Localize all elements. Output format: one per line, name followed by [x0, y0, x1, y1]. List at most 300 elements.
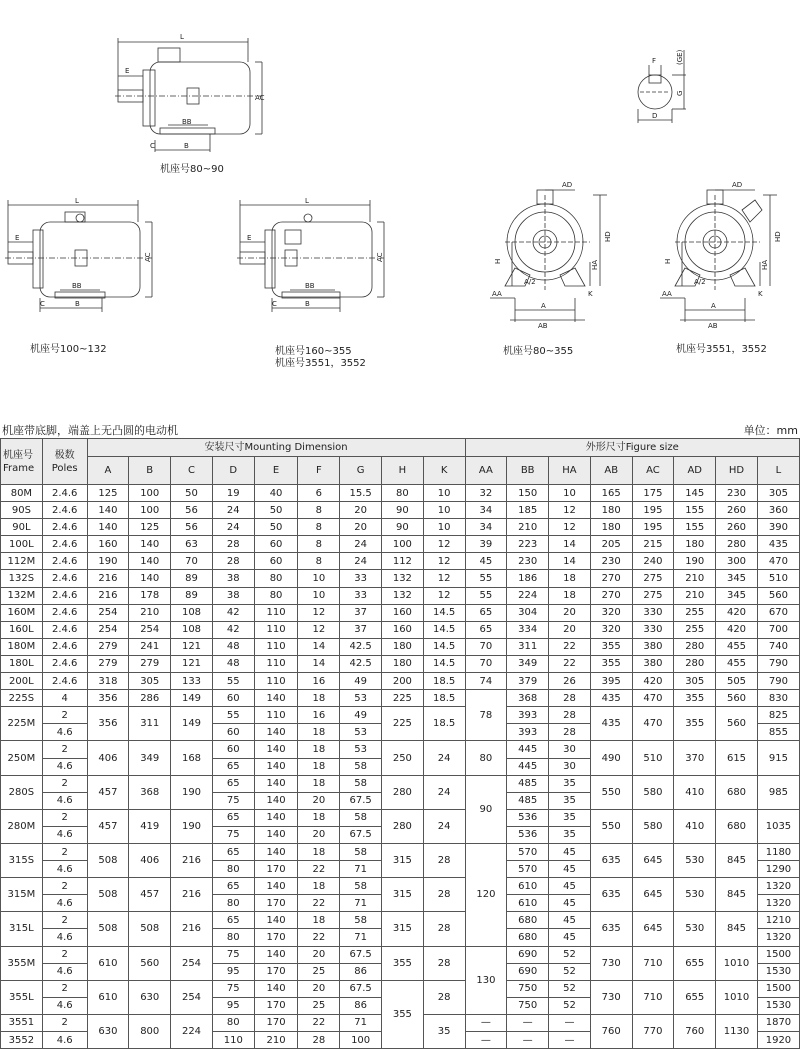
table-cell: 90	[382, 502, 424, 519]
table-cell: 132M	[1, 587, 43, 604]
table-cell: 2	[42, 707, 87, 724]
table-cell: 80	[465, 741, 507, 775]
table-cell: 915	[757, 741, 799, 775]
table-cell: 75	[212, 792, 254, 809]
table-cell: 280	[382, 775, 424, 809]
table-cell: 455	[716, 655, 758, 672]
table-cell: 18	[298, 775, 340, 792]
table-cell: 30	[549, 758, 591, 775]
table-cell: 260	[716, 519, 758, 536]
table-cell: 22	[549, 655, 591, 672]
table-cell: 750	[507, 997, 549, 1014]
table-cell: 140	[254, 980, 298, 997]
table-cell: 360	[757, 502, 799, 519]
table-row	[1, 878, 800, 895]
column-header-c: C	[171, 457, 213, 485]
table-cell: 216	[87, 587, 129, 604]
table-cell: 18	[549, 587, 591, 604]
table-cell: 50	[254, 519, 298, 536]
table-cell: 457	[87, 775, 129, 809]
table-cell: 149	[171, 690, 213, 707]
table-cell: 28	[423, 980, 465, 1014]
table-cell: 65	[212, 758, 254, 775]
table-cell: 1035	[757, 809, 799, 843]
table-cell: 10	[298, 570, 340, 587]
table-cell: 60	[212, 690, 254, 707]
table-cell: 20	[340, 519, 382, 536]
table-cell: 1290	[757, 861, 799, 878]
table-cell: 49	[340, 707, 382, 724]
table-cell: 370	[674, 741, 716, 775]
table-cell: 254	[171, 946, 213, 980]
table-cell: 10	[423, 502, 465, 519]
table-cell: 16	[298, 707, 340, 724]
table-cell: 42.5	[340, 655, 382, 672]
table-cell: 536	[507, 826, 549, 843]
table-cell: 530	[674, 878, 716, 912]
table-cell: 508	[87, 912, 129, 946]
table-cell: 140	[129, 570, 171, 587]
table-cell: 80	[254, 587, 298, 604]
table-cell: 140	[254, 843, 298, 860]
table-cell: 2.4.6	[42, 519, 87, 536]
table-cell: 790	[757, 655, 799, 672]
table-cell: 260	[716, 502, 758, 519]
table-cell: —	[549, 1032, 591, 1049]
mounting-dimension-header: 安装尺寸Mounting Dimension	[87, 439, 465, 457]
table-cell: 2.4.6	[42, 587, 87, 604]
table-cell: 349	[507, 655, 549, 672]
table-cell: 160	[87, 536, 129, 553]
table-cell: 14	[549, 553, 591, 570]
table-cell: 45	[549, 878, 591, 895]
dim-label: (GE)	[676, 49, 684, 65]
table-cell: 845	[716, 878, 758, 912]
table-cell: 570	[507, 861, 549, 878]
table-cell: 356	[87, 707, 129, 741]
table-cell: 20	[549, 604, 591, 621]
table-cell: 10	[298, 587, 340, 604]
table-cell: 140	[254, 912, 298, 929]
table-cell: 140	[87, 519, 129, 536]
table-cell: 355	[674, 707, 716, 741]
table-cell: 368	[507, 690, 549, 707]
dim-label: AC	[255, 94, 265, 102]
end-view-3551-3552	[660, 190, 777, 322]
table-cell: 1210	[757, 912, 799, 929]
table-cell: 89	[171, 570, 213, 587]
column-header-g: G	[340, 457, 382, 485]
table-cell: 55	[212, 673, 254, 690]
table-cell: 180M	[1, 638, 43, 655]
table-cell: 225	[382, 690, 424, 707]
table-cell: 845	[716, 843, 758, 877]
table-cell: 825	[757, 707, 799, 724]
dim-label: B	[184, 142, 189, 150]
table-cell: 2	[42, 843, 87, 860]
table-row	[1, 502, 800, 519]
table-row	[1, 707, 800, 724]
table-cell: 645	[632, 843, 674, 877]
table-cell: 100	[129, 485, 171, 502]
table-cell: 20	[298, 826, 340, 843]
table-cell: 38	[212, 570, 254, 587]
table-cell: 280	[716, 536, 758, 553]
table-cell: 178	[129, 587, 171, 604]
table-cell: 160M	[1, 604, 43, 621]
table-cell: 710	[632, 946, 674, 980]
table-cell: 71	[340, 861, 382, 878]
column-header-ab: AB	[590, 457, 632, 485]
table-cell: 3551	[1, 1014, 43, 1031]
table-cell: 270	[590, 570, 632, 587]
table-cell: 530	[674, 843, 716, 877]
table-cell: 318	[87, 673, 129, 690]
table-cell: 210	[674, 587, 716, 604]
table-cell: 536	[507, 809, 549, 826]
table-cell: 65	[465, 604, 507, 621]
table-cell: 315M	[1, 878, 43, 912]
table-cell: 140	[254, 724, 298, 741]
table-cell: 95	[212, 997, 254, 1014]
table-cell: 15.5	[340, 485, 382, 502]
table-cell: 210	[254, 1032, 298, 1049]
table-cell: 110	[254, 707, 298, 724]
table-cell: 28	[549, 690, 591, 707]
table-cell: 18	[298, 912, 340, 929]
table-cell: 165	[590, 485, 632, 502]
table-cell: 690	[507, 963, 549, 980]
table-cell: 170	[254, 895, 298, 912]
table-cell: 110	[212, 1032, 254, 1049]
table-cell: 615	[716, 741, 758, 775]
table-cell: 90L	[1, 519, 43, 536]
table-cell: 18.5	[423, 690, 465, 707]
table-cell: 63	[171, 536, 213, 553]
table-cell: 110	[254, 604, 298, 621]
table-cell: 12	[423, 553, 465, 570]
dim-label: C	[40, 300, 45, 308]
table-cell: 205	[590, 536, 632, 553]
table-cell: 28	[423, 878, 465, 912]
table-cell: 20	[298, 980, 340, 997]
table-cell: 45	[549, 912, 591, 929]
table-cell: 71	[340, 1014, 382, 1031]
table-cell: 610	[87, 946, 129, 980]
table-cell: 2.4.6	[42, 570, 87, 587]
table-cell: 2.4.6	[42, 553, 87, 570]
table-cell: 18.5	[423, 707, 465, 741]
table-cell: 60	[212, 724, 254, 741]
table-cell: 140	[254, 775, 298, 792]
column-header-hd: HD	[716, 457, 758, 485]
dim-label: BB	[305, 282, 315, 290]
table-cell: 315	[382, 878, 424, 912]
table-cell: 420	[716, 621, 758, 638]
dim-label: HA	[591, 259, 599, 270]
table-cell: 58	[340, 758, 382, 775]
dim-label: AC	[376, 252, 384, 262]
table-cell: 790	[757, 673, 799, 690]
table-cell: 74	[465, 673, 507, 690]
table-row	[1, 604, 800, 621]
table-cell: 216	[171, 843, 213, 877]
table-cell: 680	[507, 912, 549, 929]
table-cell: 8	[298, 519, 340, 536]
dim-label: K	[758, 290, 763, 298]
dim-label: H	[494, 258, 502, 264]
table-cell: 65	[465, 621, 507, 638]
table-cell: 279	[87, 655, 129, 672]
table-cell: 4.6	[42, 724, 87, 741]
table-cell: 355L	[1, 980, 43, 1014]
table-cell: 35	[549, 826, 591, 843]
table-cell: 10	[423, 485, 465, 502]
table-cell: 8	[298, 502, 340, 519]
table-cell: 19	[212, 485, 254, 502]
table-cell: 4.6	[42, 997, 87, 1014]
table-cell: 75	[212, 980, 254, 997]
figure-size-header: 外形尺寸Figure size	[465, 439, 799, 457]
table-cell: 53	[340, 741, 382, 758]
table-cell: 45	[549, 929, 591, 946]
table-cell: 224	[171, 1014, 213, 1048]
table-cell: 655	[674, 980, 716, 1014]
table-cell: 37	[340, 604, 382, 621]
table-cell: 4.6	[42, 758, 87, 775]
table-cell: 356	[87, 690, 129, 707]
table-cell: 457	[129, 878, 171, 912]
column-header-ac: AC	[632, 457, 674, 485]
table-cell: 140	[254, 809, 298, 826]
table-cell: 30	[549, 741, 591, 758]
table-cell: 2.4.6	[42, 621, 87, 638]
table-cell: 140	[87, 502, 129, 519]
table-row	[1, 570, 800, 587]
table-cell: 160L	[1, 621, 43, 638]
table-cell: 80	[382, 485, 424, 502]
table-cell: 121	[171, 638, 213, 655]
table-row	[1, 587, 800, 604]
table-cell: 2.4.6	[42, 604, 87, 621]
table-cell: 311	[507, 638, 549, 655]
table-cell: —	[465, 1032, 507, 1049]
dim-label: A	[541, 302, 546, 310]
table-cell: 14.5	[423, 604, 465, 621]
table-cell: 65	[212, 878, 254, 895]
table-cell: 355	[382, 980, 424, 1048]
table-cell: 25	[298, 963, 340, 980]
table-cell: 320	[590, 604, 632, 621]
table-cell: 140	[254, 690, 298, 707]
table-cell: 24	[423, 741, 465, 775]
table-cell: 655	[674, 946, 716, 980]
column-header-h: H	[382, 457, 424, 485]
table-row	[1, 775, 800, 792]
table-cell: 279	[87, 638, 129, 655]
side-view-100-132	[5, 200, 152, 312]
table-cell: 410	[674, 809, 716, 843]
table-cell: 4.6	[42, 929, 87, 946]
table-cell: 140	[254, 826, 298, 843]
table-cell: 485	[507, 792, 549, 809]
table-cell: 28	[298, 1032, 340, 1049]
column-header-f: F	[298, 457, 340, 485]
table-cell: 86	[340, 963, 382, 980]
table-cell: 190	[171, 809, 213, 843]
table-cell: 170	[254, 963, 298, 980]
dim-label: H	[664, 258, 672, 264]
table-cell: 770	[632, 1014, 674, 1048]
table-cell: 12	[423, 570, 465, 587]
dim-label: AC	[144, 252, 152, 262]
table-cell: 610	[507, 878, 549, 895]
table-cell: 60	[254, 553, 298, 570]
table-cell: 710	[632, 980, 674, 1014]
table-cell: 6	[298, 485, 340, 502]
table-cell: 2.4.6	[42, 638, 87, 655]
table-cell: 320	[590, 621, 632, 638]
table-cell: 53	[340, 724, 382, 741]
table-cell: 230	[590, 553, 632, 570]
table-cell: 470	[632, 707, 674, 741]
table-cell: 3552	[1, 1032, 43, 1049]
table-cell: 80M	[1, 485, 43, 502]
table-cell: 275	[632, 587, 674, 604]
table-cell: 75	[212, 946, 254, 963]
table-cell: 140	[129, 553, 171, 570]
table-cell: 368	[129, 775, 171, 809]
table-cell: 100L	[1, 536, 43, 553]
table-cell: 224	[507, 587, 549, 604]
dim-label: C	[272, 300, 277, 308]
table-cell: 120	[465, 843, 507, 946]
table-cell: 420	[716, 604, 758, 621]
table-cell: 90S	[1, 502, 43, 519]
table-cell: 406	[129, 843, 171, 877]
table-cell: 635	[590, 912, 632, 946]
table-cell: 305	[757, 485, 799, 502]
table-cell: 311	[129, 707, 171, 741]
table-cell: 52	[549, 963, 591, 980]
dim-label: C	[150, 142, 155, 150]
table-cell: 28	[423, 843, 465, 877]
table-cell: 195	[632, 502, 674, 519]
table-row	[1, 519, 800, 536]
table-cell: 24	[212, 502, 254, 519]
caption-frame-160-355: 机座号160~355	[275, 346, 352, 357]
table-cell: 100	[382, 536, 424, 553]
table-cell: 48	[212, 655, 254, 672]
dim-label: AA	[662, 290, 672, 298]
table-cell: 4	[42, 690, 87, 707]
table-cell: 230	[507, 553, 549, 570]
table-cell: 1010	[716, 980, 758, 1014]
table-cell: 70	[465, 655, 507, 672]
dim-label: AD	[732, 181, 743, 189]
table-cell: 34	[465, 519, 507, 536]
table-cell: 52	[549, 980, 591, 997]
table-cell: 2	[42, 946, 87, 963]
table-cell: 52	[549, 946, 591, 963]
table-row	[1, 485, 800, 502]
dim-label: HD	[604, 231, 612, 242]
table-cell: 140	[254, 946, 298, 963]
table-cell: 170	[254, 929, 298, 946]
table-cell: 630	[129, 980, 171, 1014]
table-cell: 435	[590, 707, 632, 741]
table-cell: 48	[212, 638, 254, 655]
table-cell: 2.4.6	[42, 502, 87, 519]
table-cell: 22	[549, 638, 591, 655]
table-cell: 985	[757, 775, 799, 809]
dim-label: E	[125, 67, 130, 75]
table-cell: 254	[129, 621, 171, 638]
table-cell: 12	[298, 604, 340, 621]
table-cell: 508	[129, 912, 171, 946]
table-cell: 2.4.6	[42, 673, 87, 690]
table-cell: 80	[212, 929, 254, 946]
table-cell: 216	[171, 878, 213, 912]
table-cell: 215	[632, 536, 674, 553]
table-cell: 18	[549, 570, 591, 587]
table-cell: 58	[340, 912, 382, 929]
dim-label: E	[247, 234, 252, 242]
dim-label: G	[676, 90, 684, 96]
poles-header: 极数 Poles	[42, 439, 87, 485]
table-cell: 560	[716, 707, 758, 741]
dim-label: F	[652, 57, 657, 65]
table-cell: 190	[171, 775, 213, 809]
table-cell: 255	[674, 604, 716, 621]
table-cell: 18	[298, 724, 340, 741]
table-cell: 20	[549, 621, 591, 638]
table-cell: 71	[340, 895, 382, 912]
table-cell: 305	[674, 673, 716, 690]
table-cell: 55	[465, 570, 507, 587]
table-cell: 280	[382, 809, 424, 843]
table-cell: 419	[129, 809, 171, 843]
column-header-b: B	[129, 457, 171, 485]
table-row	[1, 912, 800, 929]
table-cell: 170	[254, 861, 298, 878]
table-cell: 140	[254, 741, 298, 758]
table-cell: 28	[423, 912, 465, 946]
table-cell: 70	[465, 638, 507, 655]
table-cell: 305	[129, 673, 171, 690]
table-cell: 18	[298, 809, 340, 826]
table-cell: 45	[549, 843, 591, 860]
table-cell: 395	[590, 673, 632, 690]
table-cell: 280	[674, 655, 716, 672]
table-cell: 630	[87, 1014, 129, 1048]
table-cell: 121	[171, 655, 213, 672]
table-cell: 14.5	[423, 638, 465, 655]
table-cell: 80	[254, 570, 298, 587]
table-cell: 250M	[1, 741, 43, 775]
table-cell: 168	[171, 741, 213, 775]
table-cell: 435	[590, 690, 632, 707]
table-cell: 150	[507, 485, 549, 502]
table-cell: 380	[632, 655, 674, 672]
table-row	[1, 946, 800, 963]
table-cell: 1320	[757, 895, 799, 912]
table-cell: 393	[507, 724, 549, 741]
table-cell: 10	[423, 519, 465, 536]
dim-label: D	[652, 112, 658, 120]
table-cell: 680	[716, 775, 758, 809]
dim-label: E	[15, 234, 20, 242]
